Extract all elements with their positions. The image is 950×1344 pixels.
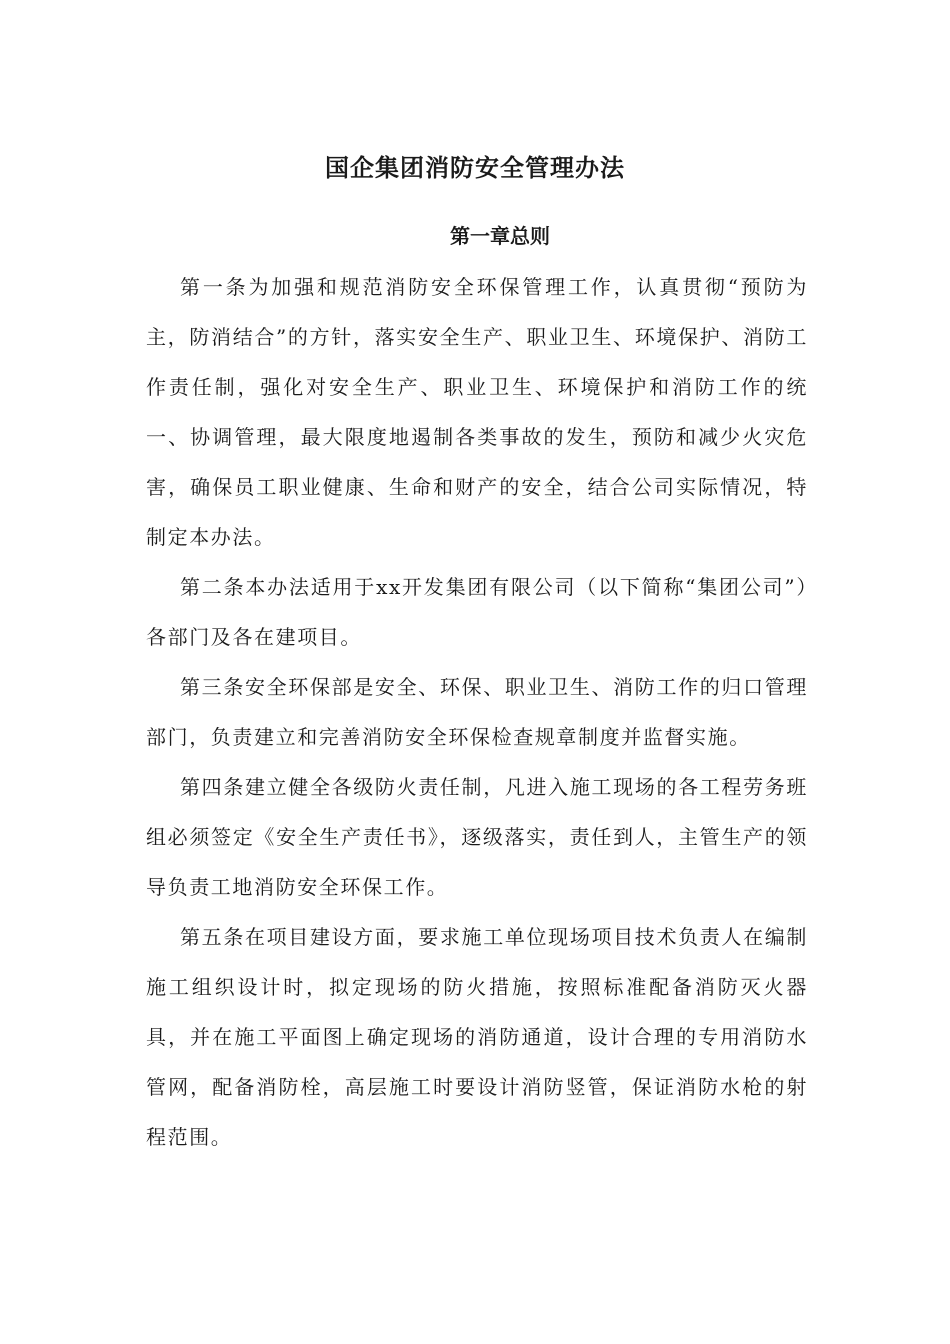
- article-1-paragraph: 第一条为加强和规范消防安全环保管理工作，认真贯彻“预防为主，防消结合”的方针，落实安全生产、职业卫生、环境保护、消防工作责任制，强化对安全生产、职业卫生、环境保护和消防工作的统一、协调管理，最大限度地遏制各类事故的发生，预防和减少火灾危害，确保员工职业健康、生命和财产的安全，结合公司实际情况，特制定本办法。: [146, 275, 808, 549]
- document-body: [146, 262, 808, 1162]
- chapter-heading: 第一章总则: [450, 224, 550, 248]
- article-2-paragraph: 第二条本办法适用于xx开发集团有限公司（以下简称“集团公司”）各部门及各在建项目。: [146, 575, 808, 649]
- document-title: 国企集团消防安全管理办法: [325, 153, 625, 182]
- article-4-paragraph: 第四条建立健全各级防火责任制，凡进入施工现场的各工程劳务班组必须签定《安全生产责任书》，逐级落实，责任到人，主管生产的领导负责工地消防安全环保工作。: [146, 775, 808, 899]
- article-5-paragraph: 第五条在项目建设方面，要求施工单位现场项目技术负责人在编制施工组织设计时，拟定现场的防火措施，按照标准配备消防灭火器具，并在施工平面图上确定现场的消防通道，设计合理的专用消防水管网，配备消防栓，高层施工时要设计消防竖管，保证消防水枪的射程范围。: [146, 925, 808, 1149]
- article-3-paragraph: 第三条安全环保部是安全、环保、职业卫生、消防工作的归口管理部门，负责建立和完善消防安全环保检查规章制度并监督实施。: [146, 675, 808, 749]
